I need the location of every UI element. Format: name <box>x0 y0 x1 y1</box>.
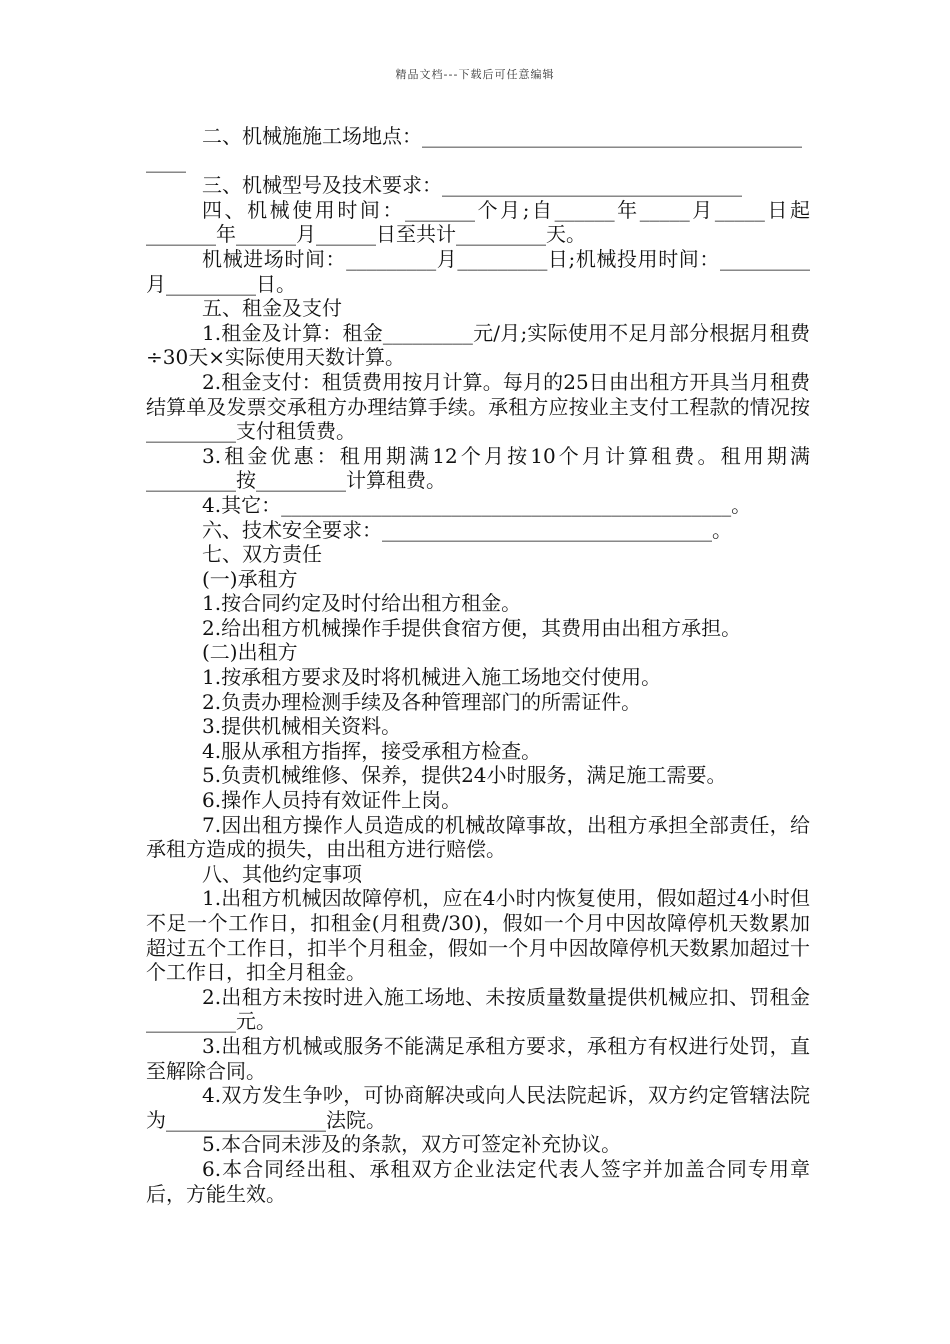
lessor-item-5: 5.负责机械维修、保养，提供24小时服务，满足施工需要。 <box>202 763 727 788</box>
clause-7-heading: 七、双方责任 <box>202 542 322 567</box>
lessor-item-1: 1.按承租方要求及时将机械进入施工场地交付使用。 <box>202 665 662 690</box>
rent-item-2: 2.租金支付：租赁费用按月计算。每月的25日由出租方开具当月租费结算单及发票交承租方办理结算手续。承租方应按业主支付工程款的情况按_________支付租赁费。 <box>146 369 810 444</box>
lessor-heading: (二)出租方 <box>202 640 298 665</box>
machine-entry-time: 机械进场时间：_________月_________日;机械投用时间：_________月_________日。 <box>146 246 810 296</box>
other-item-4: 4.双方发生争吵，可协商解决或向人民法院起诉，双方约定管辖法院为________________法院。 <box>146 1083 810 1132</box>
clause-3-model: 三、机械型号及技术要求：______________________________ <box>202 173 742 198</box>
lessor-item-3: 3.提供机械相关资料。 <box>202 714 402 739</box>
lessor-item-2: 2.负责办理检测手续及各种管理部门的所需证件。 <box>202 689 642 714</box>
lessor-item-7: 7.因出租方操作人员造成的机械故障事故，出租方承担全部责任，给承租方造成的损失，由出租方进行赔偿。 <box>146 812 810 862</box>
blank-continuation: ____ <box>146 148 186 173</box>
other-item-6: 6.本合同经出租、承租双方企业法定代表人签字并加盖合同专用章后，方能生效。 <box>146 1156 810 1206</box>
page-header: 精品文档---下载后可任意编辑 <box>395 68 555 81</box>
clause-8-heading: 八、其他约定事项 <box>202 861 362 886</box>
rent-item-3: 3.租金优惠：租用期满12个月按10个月计算租费。租用期满_________按_________计算租费。 <box>146 443 810 493</box>
rent-item-4: 4.其它：_____________________________________________。 <box>202 492 752 517</box>
other-item-1: 1.出租方机械因故障停机，应在4小时内恢复使用，假如超过4小时但不足一个工作日，扣租金(月租费/30)，假如一个月中因故障停机天数累加超过五个工作日，扣半个月租金，假如一个月中因故障停机天数累加超过十个工作日，扣全月租金。 <box>146 886 810 985</box>
lessee-item-2: 2.给出租方机械操作手提供食宿方便，其费用由出租方承担。 <box>202 615 742 640</box>
lessor-item-6: 6.操作人员持有效证件上岗。 <box>202 788 462 813</box>
clause-6-safety: 六、技术安全要求：_________________________________。 <box>202 517 732 542</box>
other-item-2: 2.出租方未按时进入施工场地、未按质量数量提供机械应扣、罚租金_________元。 <box>146 984 810 1034</box>
document-body <box>146 124 810 1206</box>
other-item-5: 5.本合同未涉及的条款，双方可签定补充协议。 <box>202 1132 622 1157</box>
lessee-heading: (一)承租方 <box>202 566 298 591</box>
clause-4-usage-time: 四、机械使用时间：_______个月;自______年_____月_____日起_______年______月______日至共计_________天。 <box>146 197 810 247</box>
rent-item-1: 1.租金及计算：租金_________元/月;实际使用不足月部分根据月租费÷30天×实际使用天数计算。 <box>146 320 810 370</box>
clause-5-heading: 五、租金及支付 <box>202 296 342 321</box>
clause-2-site: 二、机械施施工场地点：______________________________________ <box>202 124 802 148</box>
other-item-3: 3.出租方机械或服务不能满足承租方要求，承租方有权进行处罚，直至解除合同。 <box>146 1033 810 1083</box>
lessee-item-1: 1.按合同约定及时付给出租方租金。 <box>202 591 522 616</box>
lessor-item-4: 4.服从承租方指挥，接受承租方检查。 <box>202 738 542 763</box>
